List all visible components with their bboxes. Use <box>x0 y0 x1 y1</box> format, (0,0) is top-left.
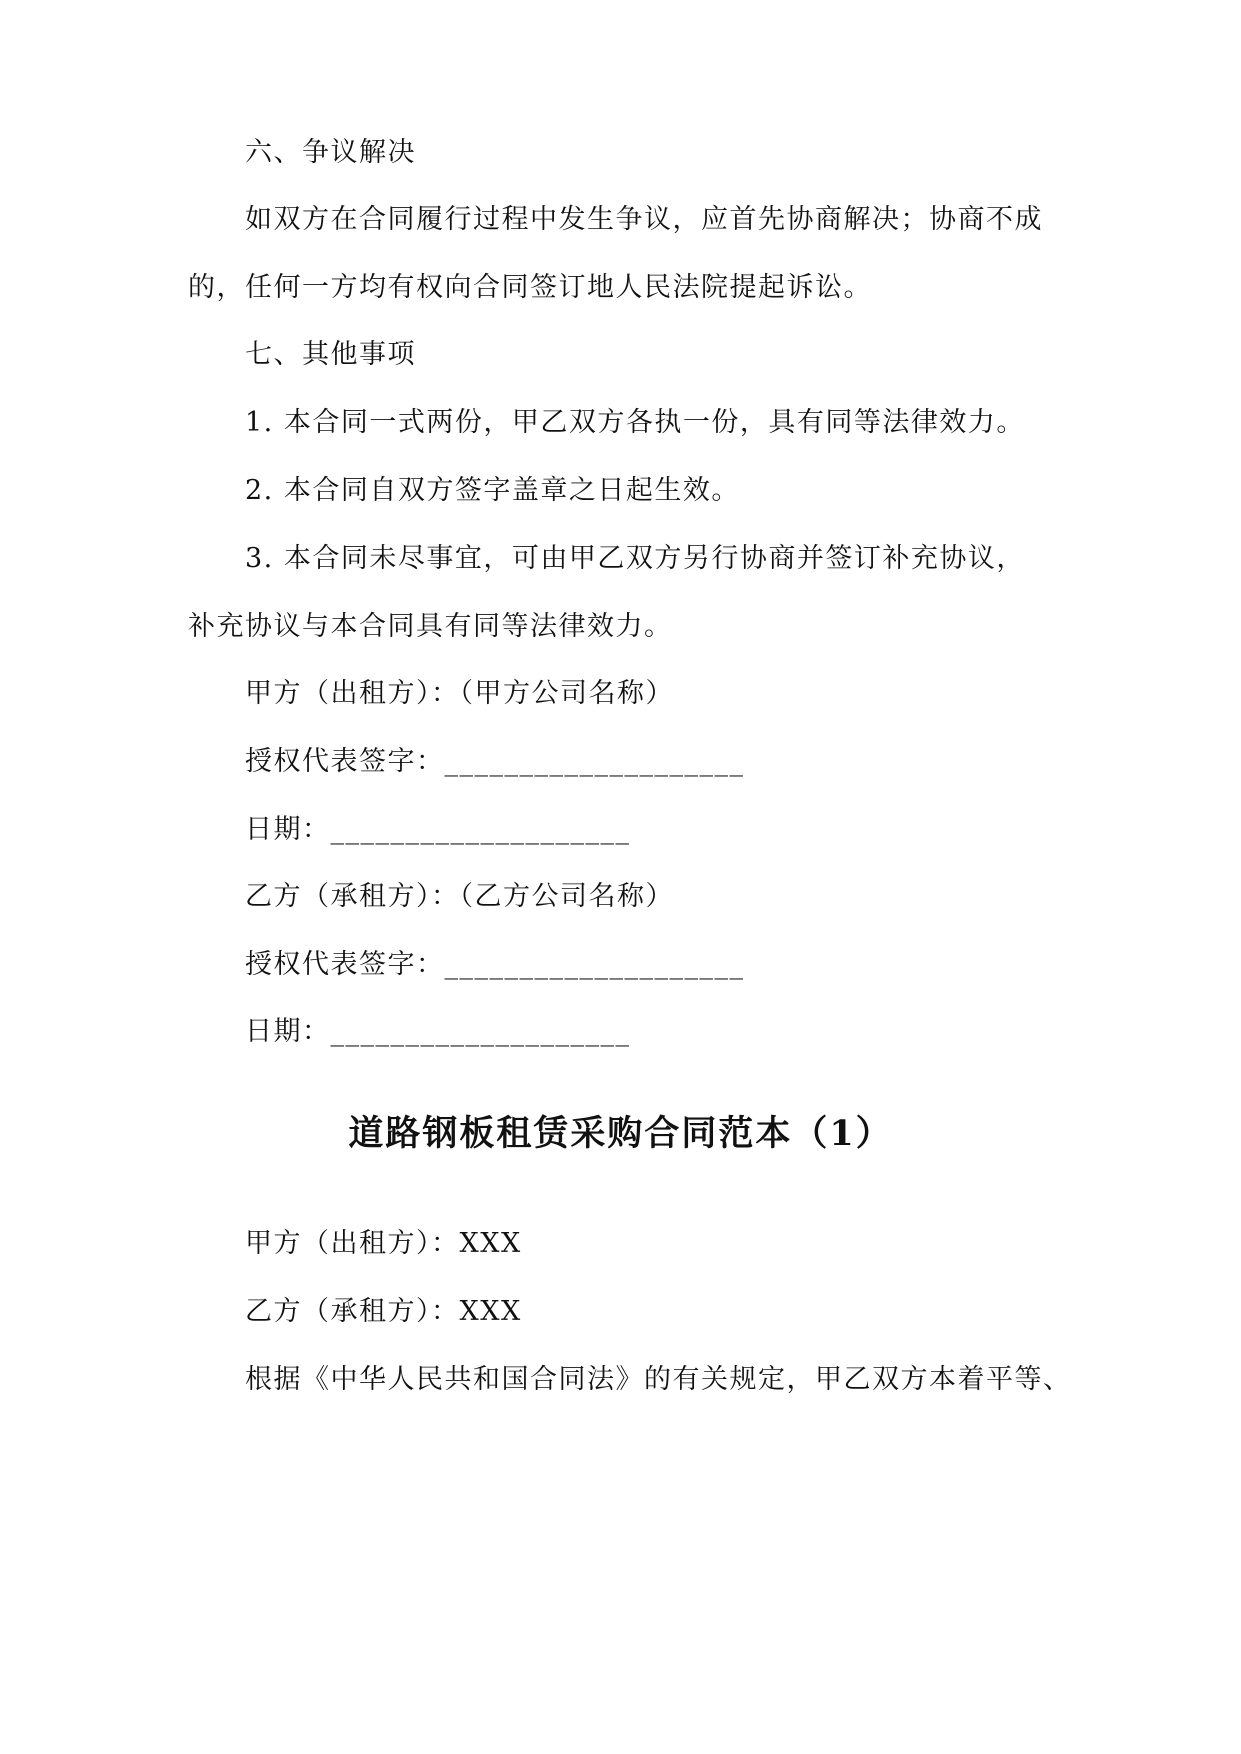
party-a-date-line: 日期：____________________ <box>245 814 631 845</box>
other-item-3-line2: 补充协议与本合同具有同等法律效力。 <box>188 611 673 642</box>
dispute-paragraph-line1: 如双方在合同履行过程中发生争议，应首先协商解决；协商不成 <box>245 204 1043 235</box>
party-b-date-line: 日期：____________________ <box>245 1016 631 1047</box>
party-a-signature-line: 授权代表签字：____________________ <box>245 746 745 777</box>
other-item-2: 2. 本合同自双方签字盖章之日起生效。 <box>245 475 740 506</box>
contract-title: 道路钢板租赁采购合同范本（1） <box>348 1113 893 1154</box>
contract-party-b: 乙方（承租方）：XXX <box>245 1296 522 1327</box>
party-a-name: 甲方（出租方）：（甲方公司名称） <box>245 678 674 709</box>
contract-party-a: 甲方（出租方）：XXX <box>245 1228 522 1259</box>
section-heading-other: 七、其他事项 <box>245 339 416 370</box>
other-item-3-line1: 3. 本合同未尽事宜，可由甲乙双方另行协商并签订补充协议， <box>245 543 1025 574</box>
dispute-paragraph-line2: 的，任何一方均有权向合同签订地人民法院提起诉讼。 <box>188 272 872 303</box>
party-b-signature-line: 授权代表签字：____________________ <box>245 949 745 980</box>
section-heading-dispute: 六、争议解决 <box>245 137 416 168</box>
party-b-name: 乙方（承租方）：（乙方公司名称） <box>245 881 674 912</box>
other-item-1: 1. 本合同一式两份，甲乙双方各执一份，具有同等法律效力。 <box>245 407 1025 438</box>
contract-preamble-line1: 根据《中华人民共和国合同法》的有关规定，甲乙双方本着平等、 <box>245 1364 1072 1395</box>
